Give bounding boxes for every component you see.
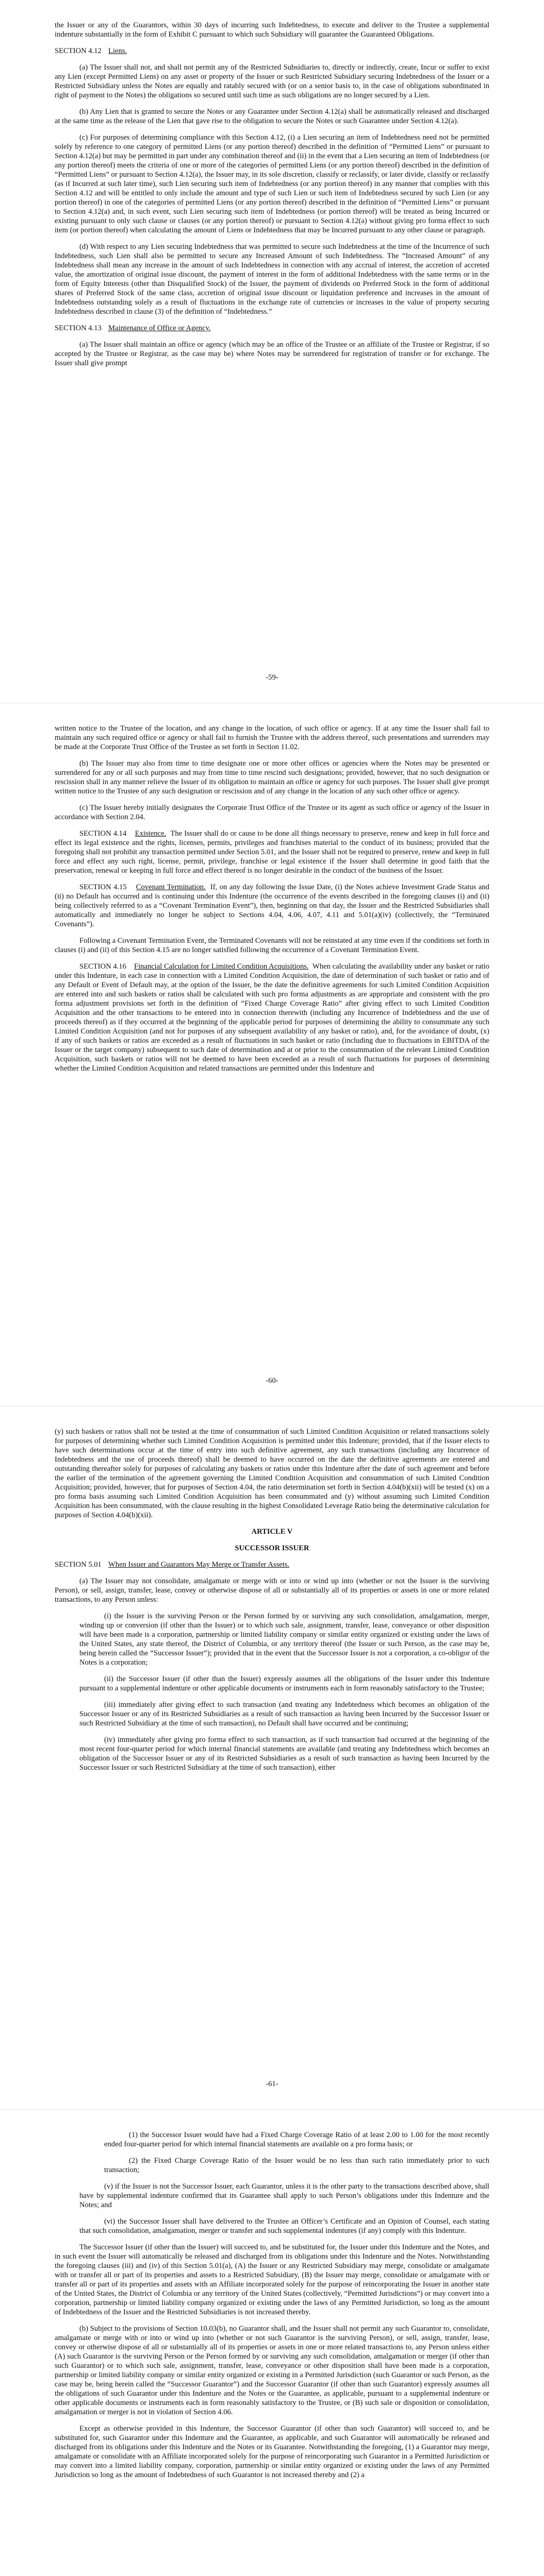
section-text: When calculating the availability under any basket or ratio under this Indenture, in each case in connection with a Limited Condition Acquisition, the date of determination of such basket or ratio and of any Default or Event of Default may, at the option of the Issuer, be the date the definitive agreements for such Limited Condition Acquisition are entered into and such baskets or ratios shall be calculated with such pro forma adjustments as are appropriate and consistent with the pro forma adjustment provisions set forth in the definition of “Fixed Charge Coverage Ratio” after giving effect to such Limited Condition Acquisition and the other transactions to be entered into in connection therewith (including any Incurrence of Indebtedness and the use of proceeds thereof) as if they occurred at the beginning of the applicable period for purposes of determining the ability to consummate any such Limited Condition Acquisition (and not for purposes of any subsequent availability of any basket or ratio), and, for the avoidance of doubt, (x) if any of such baskets or ratios are exceeded as a result of fluctuations in such basket or ratio (including due to fluctuations in EBITDA of the Issuer or the target company) subsequent to such date of determination and at or prior to the consummation of the relevant Limited Condition Acquisition, such baskets or ratios will not be deemed to have been exceeded as a result of such fluctuations for purposes of determining whether the Limited Condition Acquisition and related transactions are permitted under this Indenture and	[55, 962, 490, 1073]
page-content	[55, 724, 489, 1080]
page-content	[55, 2130, 489, 2487]
section-number: SECTION 4.15	[79, 883, 127, 891]
section-title: When Issuer and Guarantors May Merge or Transfer Assets.	[108, 1561, 290, 1569]
section-title: Covenant Termination.	[136, 883, 206, 891]
section-number: SECTION 5.01	[55, 1561, 102, 1569]
paragraph: (2) the Fixed Charge Coverage Ratio of the Issuer would be no less than such ratio immediately prior to such transaction;	[104, 2157, 489, 2174]
paragraph: (d) With respect to any Lien securing Indebtedness that was permitted to secure such Indebtedness at the time of the Incurrence of such Indebtedness, such Lien shall also be permitted to secure any Increased Amount of such Indebtedness. The “Increased Amount” of any Indebtedness shall mean any increase in the amount of such Indebtedness in connection with any accrual of interest, the accretion of accreted value, the amortization of original issue discount, the payment of interest in the form of additional Indebtedness with the same terms or in the form of Equity Interests (other than Disqualified Stock) of the Issuer, the payment of dividends on Preferred Stock in the form of additional shares of Preferred Stock of the same class, accretion of original issue discount or liquidation preference and increases in the amount of Indebtedness outstanding solely as a result of fluctuations in the exchange rate of currencies or increases in the value of property securing Indebtedness described in clause (3) of the definition of “Indebtedness.”	[55, 243, 489, 316]
article-heading: ARTICLE V	[251, 1528, 293, 1536]
paragraph: (c) For purposes of determining compliance with this Section 4.12, (i) a Lien securing an item of Indebtedness need not be permitted solely by reference to one category of permitted Liens (or any portion thereof) described in the definition of “Permitted Liens” or pursuant to Section 4.12(a) but may be permitted in part under any combination thereof and (ii) in the event that a Lien securing an item of Indebtedness (or any portion thereof) meets the criteria of one or more of the categories of permitted Liens (or any portion thereof) described in the definition of “Permitted Liens” or pursuant to Section 4.12(a), the Issuer may, in its sole discretion, classify or reclassify, or later divide, classify or reclassify (as if Incurred at such later time), such Lien securing such item of Indebtedness (or any portion thereof) in any manner that complies with this Section 4.12 and will be entitled to only include the amount and type of such Lien or such item of Indebtedness secured by such Lien (or any portion thereof) in one of the categories of permitted Liens (or any portion thereof) described in the definition of “Permitted Liens” or pursuant to Section 4.12(a) and, in such event, such Lien securing such item of Indebtedness (or portion thereof) will be treated as being Incurred or existing pursuant to only such clause or clauses (or any portion thereof) or pursuant to Section 4.12(a) without giving pro forma effect to such item (or portion thereof) when calculating the amount of Liens or Indebtedness that may be Incurred pursuant to any other clause or paragraph.	[55, 133, 489, 234]
page-60	[0, 703, 544, 1406]
paragraph: the Issuer or any of the Guarantors, within 30 days of incurring such Indebtedness, to execute and deliver to the Trustee a supplemental indenture substantially in the form of Exhibit C pursuant to which such Subsidiary will guarantee the Guaranteed Obligations.	[55, 21, 489, 39]
paragraph: (iv) immediately after giving pro forma effect to such transaction, as if such transaction had occurred at the beginning of the most recent four-quarter period for which internal financial statements are available (and treating any Indebtedness which becomes an obligation of the Successor Issuer or any of its Restricted Subsidiaries as a result of such transaction as having been Incurred by the Successor Issuer or such Restricted Subsidiary at the time of such transaction), either	[79, 1736, 489, 1772]
section-number: SECTION 4.13	[55, 324, 102, 332]
section-text: If, on any day following the Issue Date, (i) the Notes achieve Investment Grade Status and (ii) no Default has occurred and is continuing under this Indenture (the occurrence of the events described in the foregoing clauses (i) and (ii) being collectively referred to as a “Covenant Termination Event”), then, beginning on that day, the Issuer and the Restricted Subsidiaries shall automatically and immediately no longer be subject to Sections 4.04, 4.06, 4.07, 4.11 and 5.01(a)(iv) (collectively, the “Terminated Covenants”).	[55, 883, 490, 928]
section-heading-5-01	[55, 1560, 489, 1569]
section-4-15	[55, 883, 489, 929]
paragraph: (1) the Successor Issuer would have had a Fixed Charge Coverage Ratio of at least 2.00 to 1.00 for the most recently ended four-quarter period for which internal financial statements are available on a pro forma basis; or	[104, 2131, 489, 2148]
section-number: SECTION 4.12	[55, 47, 102, 55]
paragraph: (i) the Issuer is the surviving Person or the Person formed by or surviving any such consolidation, amalgamation, merger, winding up or conversion (if other than the Issuer) or to which such sale, assignment, transfer, lease, conveyance or other disposition will have been made is a corporation, partnership or limited liability company or similar entity organized or existing under the laws of the United States, any state thereof, the District of Columbia, or any territory thereof (the Issuer or such Person, as the case may be, being herein called the “Successor Issuer”); provided that in the event that the Successor Issuer is not a corporation, a co-obligor of the Notes is a corporation;	[79, 1612, 489, 1667]
section-heading-4-12	[55, 46, 489, 56]
section-number: SECTION 4.16	[79, 962, 126, 971]
section-4-14	[55, 829, 489, 875]
section-title: Liens.	[108, 47, 127, 55]
section-title: Existence.	[135, 829, 167, 838]
paragraph: (iii) immediately after giving effect to such transaction (and treating any Indebtedness which becomes an obligation of the Successor Issuer or any of its Restricted Subsidiaries as a result of such transaction as having been Incurred by the Successor Issuer or such Restricted Subsidiary at the time of such transaction), no Default shall have occurred and be continuing;	[79, 1701, 489, 1727]
page-number: -61-	[266, 2080, 278, 2088]
page-content	[55, 1427, 489, 1780]
paragraph: Following a Covenant Termination Event, the Terminated Covenants will not be reinstated at any time even if the conditions set forth in clauses (i) and (ii) of this Section 4.15 are no longer satisfied following the occurrence of a Covenant Termination Event.	[55, 937, 489, 954]
paragraph: (b) Any Lien that is granted to secure the Notes or any Guarantee under Section 4.12(a) shall be automatically released and discharged at the same time as the release of the Lien that gave rise to the obligation to secure the Notes or such Guarantee under Section 4.12(a).	[55, 108, 489, 125]
paragraph: (ii) the Successor Issuer (if other than the Issuer) expressly assumes all the obligations of the Issuer under this Indenture pursuant to a supplemental indenture or other applicable documents or instruments each in form reasonably satisfactory to the Trustee;	[79, 1675, 489, 1692]
section-text: The Issuer shall do or cause to be done all things necessary to preserve, renew and keep in full force and effect its legal existence and the rights, licenses, permits, privileges and franchises material to the conduct of its business; provided that the foregoing shall not prohibit any transaction permitted under Section 5.01, and the Issuer shall not be required to preserve, renew and keep in full force and effect any such right, license, permit, privilege, franchise or legal existence if the Issuer shall determine in good faith that the preservation, renewal or keeping in full force and effect thereof is no longer desirable in the conduct of the business of the Issuer.	[55, 829, 489, 875]
page-number: -60-	[266, 1377, 278, 1385]
section-4-16	[55, 962, 489, 1073]
paragraph: (vi) the Successor Issuer shall have delivered to the Trustee an Officer’s Certificate and an Opinion of Counsel, each stating that such consolidation, amalgamation, merger or transfer and such supplemental indentures (if any) comply with this Indenture.	[79, 2217, 489, 2235]
paragraph: (y) such baskets or ratios shall not be tested at the time of consummation of such Limited Condition Acquisition or related transactions solely for purposes of determining whether such Limited Condition Acquisition is permitted under this Indenture; provided, that if the Issuer elects to have such determinations occur at the time of entry into such definitive agreement, any such transactions (including any Incurrence of Indebtedness and the use of proceeds thereof) shall be deemed to have occurred on the date the definitive agreements are entered and outstanding thereafter solely for purposes of calculating any baskets or ratios under this Indenture after the date of such agreement and before the earlier of the termination of the agreement governing the Limited Condition Acquisition and consummation of such Limited Condition Acquisition; provided, however, that for purposes of Section 4.04, the ratio determination set forth in Section 4.04(b)(xii) will be tested (x) on a pro forma basis assuming such Limited Condition Acquisition has been consummated and (y) without assuming such Limited Condition Acquisition has been consummated, with the clause resulting in the highest Consolidated Leverage Ratio being the determinative calculation for purposes of Section 4.04(b)(xii).	[55, 1428, 489, 1519]
paragraph: (b) Subject to the provisions of Section 10.03(b), no Guarantor shall, and the Issuer shall not permit any such Guarantor to, consolidate, amalgamate or merge with or into or wind up into (whether or not such Guarantor is the surviving Person), or sell, assign, transfer, lease, convey or otherwise dispose of all or substantially all of its properties or assets in one or more related transactions to, any Person unless either (A) such Guarantor is the surviving Person or the Person formed by or surviving any such consolidation, amalgamation or merger (if other than such Guarantor) or to which such sale, assignment, transfer, lease, conveyance or other disposition shall have been made is a corporation, partnership or limited liability company or similar entity organized or existing in a Permitted Jurisdiction (such Guarantor or such Person, as the case may be, being herein called the “Successor Guarantor”) and the Successor Guarantor (if other than such Guarantor) expressly assumes all the obligations of such Guarantor under this Indenture and the Notes or the Guarantee, as applicable, pursuant to a supplemental indenture or other applicable documents or instruments each in form reasonably satisfactory to the Trustee, or (B) such sale or disposition or consolidation, amalgamation or merger is not in violation of Section 4.06.	[55, 2325, 489, 2416]
page-59	[0, 0, 544, 703]
section-title: Maintenance of Office or Agency.	[108, 324, 211, 332]
section-heading-4-13	[55, 324, 489, 333]
paragraph: (a) The Issuer may not consolidate, amalgamate or merge with or into or wind up into (whether or not the Issuer is the surviving Person), or sell, assign, transfer, lease, convey or otherwise dispose of all or substantially all of its properties or assets in one or more related transactions, to any Person unless:	[55, 1577, 489, 1604]
page-61	[0, 1406, 544, 2110]
section-number: SECTION 4.14	[79, 829, 127, 838]
paragraph: written notice to the Trustee of the location, and any change in the location, of such office or agency. If at any time the Issuer shall fail to maintain any such required office or agency or shall fail to furnish the Trustee with the address thereof, such presentations and surrenders may be made at the Corporate Trust Office of the Trustee as set forth in Section 11.02.	[55, 724, 489, 751]
article-title: SUCCESSOR ISSUER	[235, 1544, 309, 1552]
paragraph: The Successor Issuer (if other than the Issuer) will succeed to, and be substituted for, the Issuer under this Indenture and the Notes, and in such event the Issuer will automatically be released and discharged from its obligations under this Indenture and the Notes. Notwithstanding the foregoing clauses (iii) and (iv) of this Section 5.01(a), (A) the Issuer or any Restricted Subsidiary may merge, consolidate or amalgamate with or transfer all or part of its properties and assets to a Restricted Subsidiary, (B) the Issuer may merge, consolidate or amalgamate with or transfer all or part of its properties and assets with an Affiliate incorporated solely for the purpose of reincorporating the Issuer in another state of the United States, the District of Columbia or any territory of the United States (collectively, “Permitted Jurisdictions”) or may convert into a corporation, partnership or limited liability company organized or existing under the laws of any Permitted Jurisdiction, so long as the amount of Indebtedness of the Issuer and the Restricted Subsidiaries is not increased thereby.	[55, 2243, 489, 2316]
paragraph: (b) The Issuer may also from time to time designate one or more other offices or agencies where the Notes may be presented or surrendered for any or all such purposes and may from time to time rescind such designations; provided, however, that no such designation or rescission shall in any manner relieve the Issuer of its obligation to maintain an office or agency for such purposes. The Issuer shall give prompt written notice to the Trustee of any such designation or rescission and of any change in the location of any such other office or agency.	[55, 759, 489, 795]
paragraph: (a) The Issuer shall not, and shall not permit any of the Restricted Subsidiaries to, directly or indirectly, create, Incur or suffer to exist any Lien (except Permitted Liens) on any asset or property of the Issuer or such Restricted Subsidiary securing Indebtedness of the Issuer or a Restricted Subsidiary unless the Notes are equally and ratably secured with (or on a senior basis to, in the case of obligations subordinated in right of payment to the Notes) the obligations so secured until such time as such obligations are no longer secured by a Lien.	[55, 63, 489, 99]
page-62	[0, 2110, 544, 2576]
paragraph: Except as otherwise provided in this Indenture, the Successor Guarantor (if other than such Guarantor) will succeed to, and be substituted for, such Guarantor under this Indenture and the Guarantee, as applicable, and such Guarantor will automatically be released and discharged from its obligations under this Indenture and the Notes or its Guarantee. Notwithstanding the foregoing, (1) a Guarantor may merge, amalgamate or consolidate with an Affiliate incorporated solely for the purpose of reincorporating such Guarantor in a Permitted Jurisdiction or may convert into a limited liability company, corporation, partnership or similar entity organized or existing under the laws of any Permitted Jurisdiction so long as the amount of Indebtedness of such Guarantor is not increased thereby and (2) a	[55, 2425, 489, 2479]
page-number: -59-	[266, 673, 278, 682]
paragraph: (v) if the Issuer is not the Successor Issuer, each Guarantor, unless it is the other party to the transactions described above, shall have by supplemental indenture confirmed that its Guarantee shall apply to such Person’s obligations under this Indenture and the Notes; and	[79, 2182, 489, 2209]
paragraph: (c) The Issuer hereby initially designates the Corporate Trust Office of the Trustee or its agent as such office or agency of the Issuer in accordance with Section 2.04.	[55, 804, 489, 821]
paragraph: (a) The Issuer shall maintain an office or agency (which may be an office of the Trustee or an affiliate of the Trustee or Registrar, if so accepted by the Trustee or Registrar, as the case may be) where Notes may be surrendered for registration of transfer or for exchange. The Issuer shall give prompt	[55, 341, 489, 367]
section-title: Financial Calculation for Limited Condition Acquisitions.	[134, 962, 309, 971]
page-content	[55, 21, 489, 375]
